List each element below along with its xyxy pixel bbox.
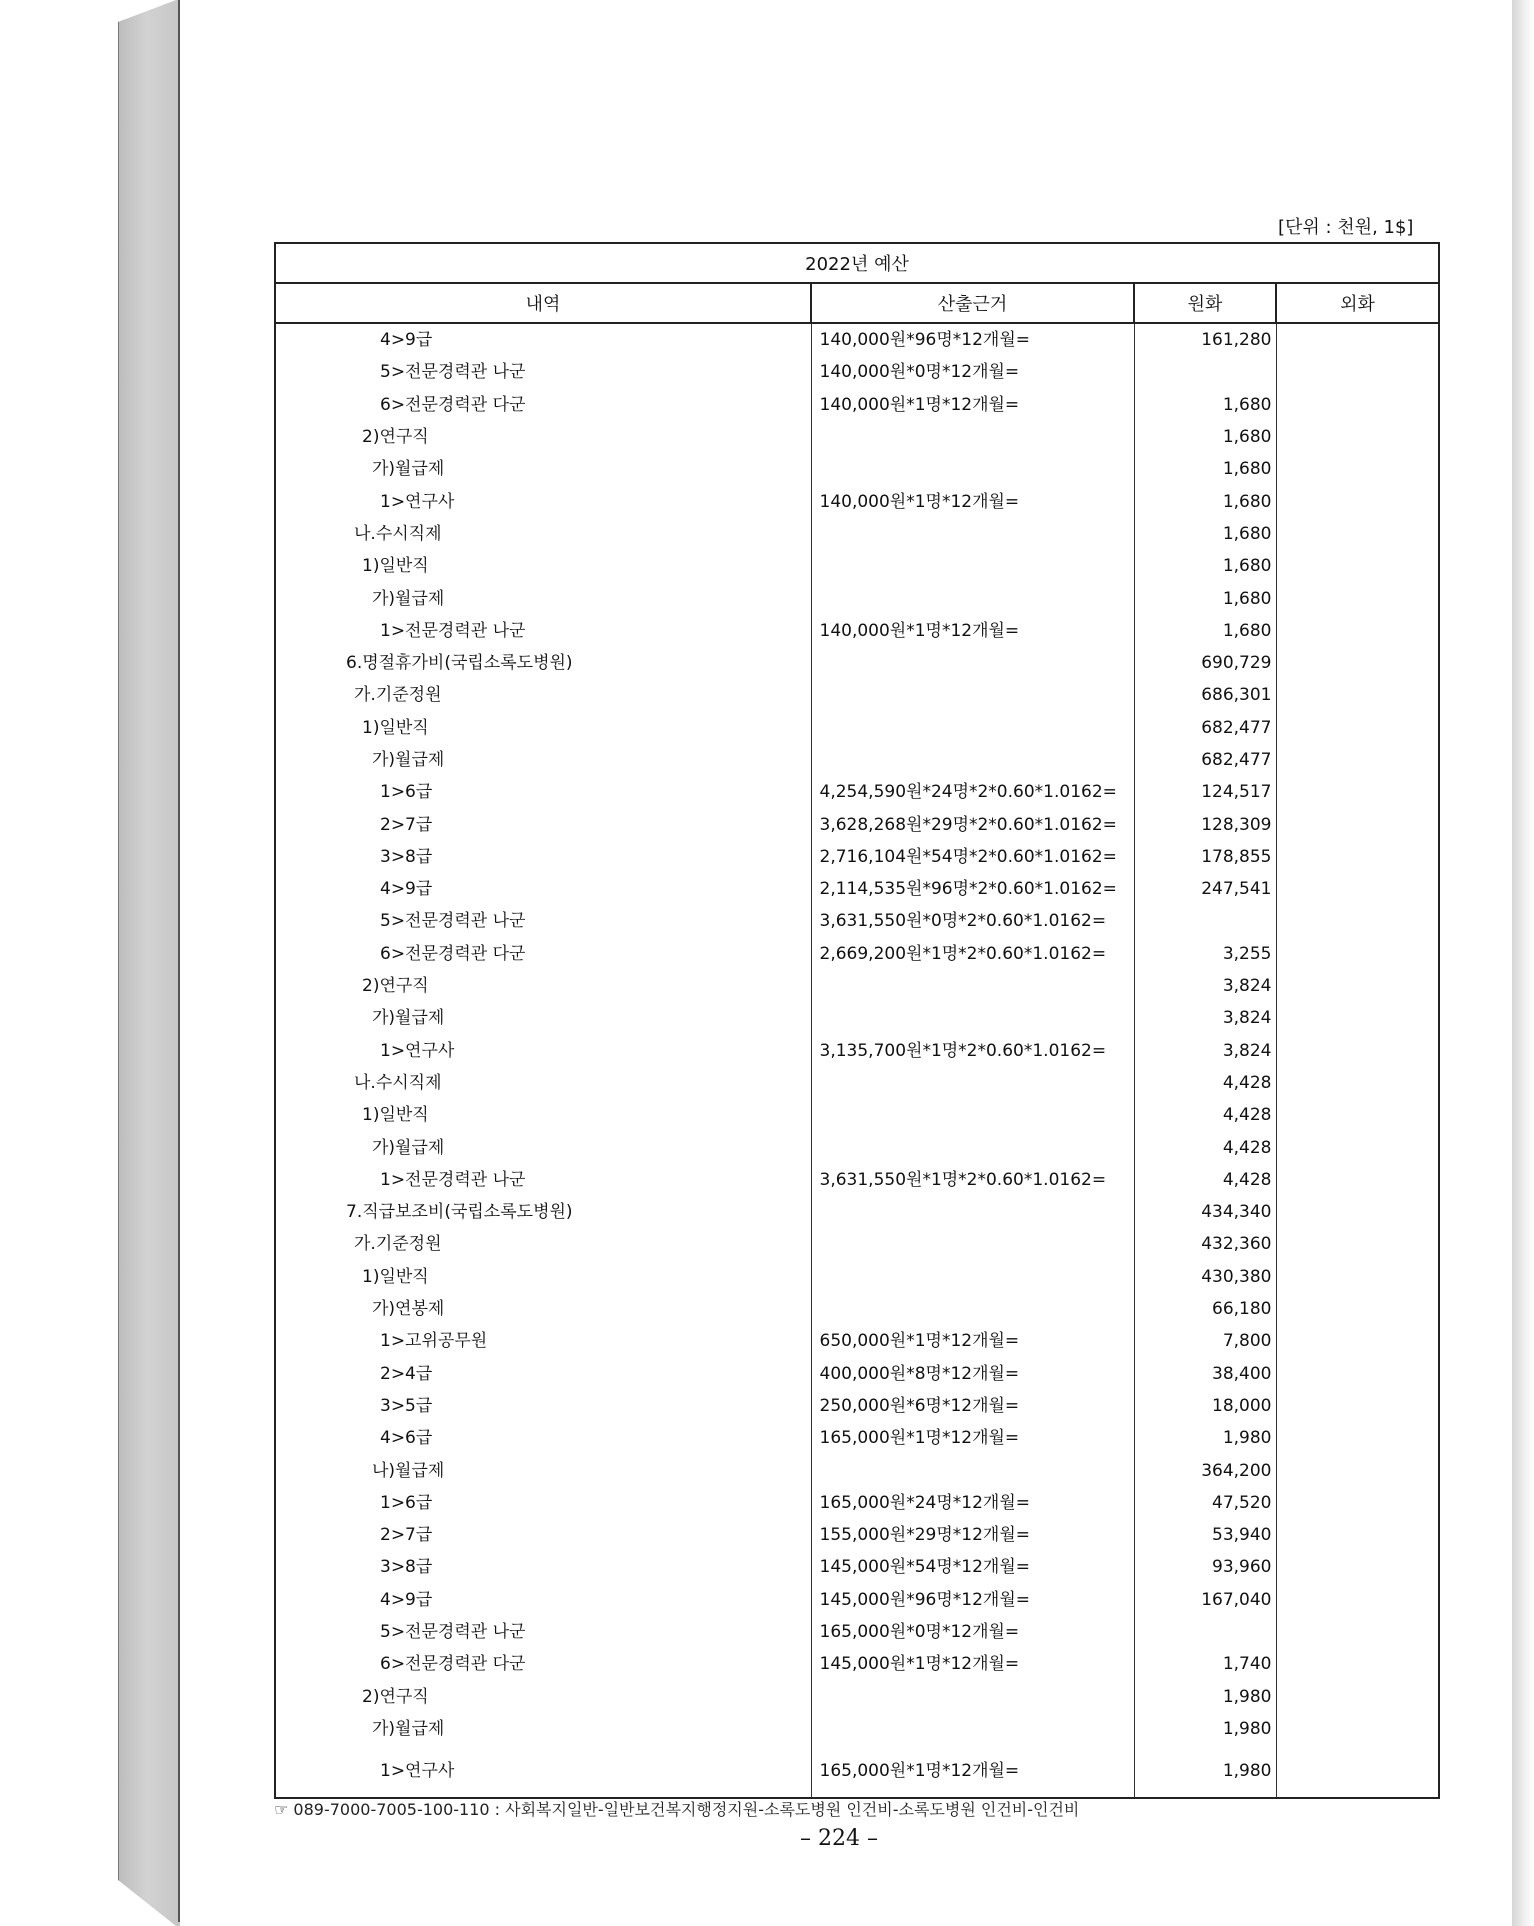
table-row [275, 970, 1439, 1002]
table-row [275, 938, 1439, 970]
row-basis [811, 679, 1134, 711]
table-row [275, 1745, 1439, 1798]
row-fx [1276, 1648, 1439, 1680]
table-row [275, 518, 1439, 550]
row-won: 1,980 [1134, 1745, 1276, 1798]
row-won: 93,960 [1134, 1551, 1276, 1583]
row-won: 690,729 [1134, 647, 1276, 679]
row-desc: 1>6급 [275, 776, 811, 808]
row-desc: 1>연구사 [275, 485, 811, 517]
row-won: 1,980 [1134, 1713, 1276, 1745]
row-basis: 2,114,535원*96명*2*0.60*1.0162= [811, 873, 1134, 905]
table-row [275, 744, 1439, 776]
table-row [275, 582, 1439, 614]
row-won: 434,340 [1134, 1196, 1276, 1228]
row-desc: 5>전문경력관 나군 [275, 1616, 811, 1648]
row-basis: 165,000원*0명*12개월= [811, 1616, 1134, 1648]
row-desc: 2)연구직 [275, 421, 811, 453]
row-desc: 1)일반직 [275, 1261, 811, 1293]
row-won: 1,680 [1134, 550, 1276, 582]
col-header-basis: 산출근거 [811, 283, 1134, 323]
row-basis [811, 1293, 1134, 1325]
table-row [275, 679, 1439, 711]
row-won: 4,428 [1134, 1067, 1276, 1099]
table-row [275, 1454, 1439, 1486]
row-basis [811, 1680, 1134, 1712]
row-basis: 140,000원*1명*12개월= [811, 615, 1134, 647]
row-basis [811, 1067, 1134, 1099]
row-desc: 가)월급제 [275, 1713, 811, 1745]
row-desc: 4>6급 [275, 1422, 811, 1454]
row-desc: 1>전문경력관 나군 [275, 615, 811, 647]
row-fx [1276, 776, 1439, 808]
row-desc: 1)일반직 [275, 1099, 811, 1131]
row-desc: 4>9급 [275, 323, 811, 356]
row-won: 7,800 [1134, 1325, 1276, 1357]
table-row [275, 1422, 1439, 1454]
row-desc: 6>전문경력관 다군 [275, 1648, 811, 1680]
table-row [275, 1390, 1439, 1422]
row-basis: 165,000원*1명*12개월= [811, 1745, 1134, 1798]
row-fx [1276, 615, 1439, 647]
row-won: 4,428 [1134, 1131, 1276, 1163]
col-header-fx: 외화 [1276, 283, 1439, 323]
row-fx [1276, 808, 1439, 840]
table-row [275, 1293, 1439, 1325]
row-basis [811, 1261, 1134, 1293]
row-fx [1276, 938, 1439, 970]
row-desc: 가)월급제 [275, 1002, 811, 1034]
row-basis: 165,000원*1명*12개월= [811, 1422, 1134, 1454]
row-desc: 4>9급 [275, 873, 811, 905]
row-desc: 나.수시직제 [275, 1067, 811, 1099]
row-won [1134, 905, 1276, 937]
page-edge-shadow [1512, 0, 1534, 1926]
row-won: 364,200 [1134, 1454, 1276, 1486]
row-won: 682,477 [1134, 744, 1276, 776]
row-desc: 가.기준정원 [275, 679, 811, 711]
row-fx [1276, 1551, 1439, 1583]
row-desc: 2>4급 [275, 1358, 811, 1390]
row-won: 432,360 [1134, 1228, 1276, 1260]
row-won: 161,280 [1134, 323, 1276, 356]
col-header-desc: 내역 [275, 283, 811, 323]
row-fx [1276, 1390, 1439, 1422]
row-basis [811, 582, 1134, 614]
table-row [275, 1164, 1439, 1196]
row-basis: 155,000원*29명*12개월= [811, 1519, 1134, 1551]
row-fx [1276, 1358, 1439, 1390]
row-fx [1276, 389, 1439, 421]
row-desc: 7.직급보조비(국립소록도병원) [275, 1196, 811, 1228]
table-row [275, 1325, 1439, 1357]
row-fx [1276, 1454, 1439, 1486]
row-fx [1276, 1196, 1439, 1228]
row-won: 1,680 [1134, 615, 1276, 647]
row-desc: 나.수시직제 [275, 518, 811, 550]
row-desc: 5>전문경력관 나군 [275, 356, 811, 388]
row-basis [811, 1196, 1134, 1228]
row-desc: 1)일반직 [275, 550, 811, 582]
row-fx [1276, 1616, 1439, 1648]
row-desc: 1>연구사 [275, 1745, 811, 1798]
row-won: 1,980 [1134, 1680, 1276, 1712]
row-basis: 250,000원*6명*12개월= [811, 1390, 1134, 1422]
row-fx [1276, 1680, 1439, 1712]
row-won [1134, 356, 1276, 388]
row-won: 128,309 [1134, 808, 1276, 840]
row-won: 430,380 [1134, 1261, 1276, 1293]
row-fx [1276, 873, 1439, 905]
row-fx [1276, 1067, 1439, 1099]
table-body [275, 323, 1439, 1798]
row-desc: 5>전문경력관 나군 [275, 905, 811, 937]
row-fx [1276, 712, 1439, 744]
row-desc: 2>7급 [275, 1519, 811, 1551]
col-header-won: 원화 [1134, 283, 1276, 323]
table-row [275, 550, 1439, 582]
row-won: 167,040 [1134, 1584, 1276, 1616]
row-won: 1,680 [1134, 389, 1276, 421]
row-won: 3,255 [1134, 938, 1276, 970]
row-desc: 가)연봉제 [275, 1293, 811, 1325]
row-fx [1276, 1035, 1439, 1067]
row-basis [811, 453, 1134, 485]
table-row [275, 1261, 1439, 1293]
row-desc: 6>전문경력관 다군 [275, 938, 811, 970]
row-basis [811, 550, 1134, 582]
row-basis [811, 1099, 1134, 1131]
row-won: 686,301 [1134, 679, 1276, 711]
budget-table [274, 242, 1440, 1799]
row-fx [1276, 647, 1439, 679]
row-fx [1276, 485, 1439, 517]
row-fx [1276, 518, 1439, 550]
row-basis: 2,716,104원*54명*2*0.60*1.0162= [811, 841, 1134, 873]
table-row [275, 905, 1439, 937]
row-basis: 140,000원*96명*12개월= [811, 323, 1134, 356]
row-basis: 3,628,268원*29명*2*0.60*1.0162= [811, 808, 1134, 840]
table-row [275, 841, 1439, 873]
book-spine [118, 0, 181, 1926]
row-won: 53,940 [1134, 1519, 1276, 1551]
row-fx [1276, 1131, 1439, 1163]
row-won: 1,680 [1134, 485, 1276, 517]
row-desc: 1>6급 [275, 1487, 811, 1519]
row-fx [1276, 1002, 1439, 1034]
row-desc: 1)일반직 [275, 712, 811, 744]
table-row [275, 1584, 1439, 1616]
row-fx [1276, 744, 1439, 776]
row-fx [1276, 1745, 1439, 1798]
table-row [275, 1067, 1439, 1099]
row-basis: 400,000원*8명*12개월= [811, 1358, 1134, 1390]
row-fx [1276, 1325, 1439, 1357]
row-won: 1,980 [1134, 1422, 1276, 1454]
row-fx [1276, 453, 1439, 485]
row-won: 124,517 [1134, 776, 1276, 808]
row-desc: 3>8급 [275, 841, 811, 873]
row-desc: 3>5급 [275, 1390, 811, 1422]
table-row [275, 1196, 1439, 1228]
row-won: 3,824 [1134, 1035, 1276, 1067]
row-won: 682,477 [1134, 712, 1276, 744]
row-won: 47,520 [1134, 1487, 1276, 1519]
row-basis [811, 1228, 1134, 1260]
table-row [275, 1648, 1439, 1680]
row-fx [1276, 841, 1439, 873]
row-won: 3,824 [1134, 970, 1276, 1002]
row-fx [1276, 323, 1439, 356]
row-desc: 1>연구사 [275, 1035, 811, 1067]
row-desc: 6>전문경력관 다군 [275, 389, 811, 421]
table-row [275, 776, 1439, 808]
row-fx [1276, 1422, 1439, 1454]
account-code-footnote: ☞ 089-7000-7005-100-110 : 사회복지일반-일반보건복지행정지원-소록도병원 인건비-소록도병원 인건비-인건비 [274, 1800, 1080, 1819]
table-row [275, 1616, 1439, 1648]
row-basis [811, 744, 1134, 776]
row-basis: 145,000원*96명*12개월= [811, 1584, 1134, 1616]
table-row [275, 1519, 1439, 1551]
row-fx [1276, 582, 1439, 614]
table-row [275, 485, 1439, 517]
row-desc: 6.명절휴가비(국립소록도병원) [275, 647, 811, 679]
row-fx [1276, 679, 1439, 711]
row-fx [1276, 970, 1439, 1002]
table-row [275, 1680, 1439, 1712]
row-fx [1276, 1487, 1439, 1519]
row-fx [1276, 1519, 1439, 1551]
table-row [275, 1002, 1439, 1034]
row-basis: 140,000원*1명*12개월= [811, 485, 1134, 517]
row-fx [1276, 1584, 1439, 1616]
table-row [275, 421, 1439, 453]
row-fx [1276, 1099, 1439, 1131]
row-fx [1276, 1164, 1439, 1196]
row-won: 4,428 [1134, 1099, 1276, 1131]
row-fx [1276, 550, 1439, 582]
unit-label: [단위 : 천원, 1$] [1278, 217, 1414, 238]
page-number: – 224 – [800, 1826, 878, 1851]
row-fx [1276, 1228, 1439, 1260]
table-row [275, 712, 1439, 744]
row-desc: 가)월급제 [275, 1131, 811, 1163]
table-row [275, 1035, 1439, 1067]
row-won: 38,400 [1134, 1358, 1276, 1390]
row-basis [811, 421, 1134, 453]
row-basis: 140,000원*1명*12개월= [811, 389, 1134, 421]
row-fx [1276, 905, 1439, 937]
row-basis [811, 970, 1134, 1002]
row-basis [811, 1454, 1134, 1486]
row-desc: 나)월급제 [275, 1454, 811, 1486]
row-won: 178,855 [1134, 841, 1276, 873]
row-desc: 2)연구직 [275, 1680, 811, 1712]
table-row [275, 389, 1439, 421]
table-row [275, 1358, 1439, 1390]
row-basis: 2,669,200원*1명*2*0.60*1.0162= [811, 938, 1134, 970]
row-basis: 3,631,550원*0명*2*0.60*1.0162= [811, 905, 1134, 937]
row-basis [811, 647, 1134, 679]
table-row [275, 808, 1439, 840]
row-basis: 165,000원*24명*12개월= [811, 1487, 1134, 1519]
row-basis [811, 1713, 1134, 1745]
table-row [275, 323, 1439, 356]
table-row [275, 1713, 1439, 1745]
table-row [275, 453, 1439, 485]
row-fx [1276, 1293, 1439, 1325]
row-desc: 가)월급제 [275, 582, 811, 614]
row-desc: 가)월급제 [275, 744, 811, 776]
row-desc: 3>8급 [275, 1551, 811, 1583]
table-row [275, 356, 1439, 388]
row-won: 1,740 [1134, 1648, 1276, 1680]
table-row [275, 1551, 1439, 1583]
row-basis [811, 712, 1134, 744]
row-won [1134, 1616, 1276, 1648]
row-won: 1,680 [1134, 421, 1276, 453]
row-fx [1276, 421, 1439, 453]
row-basis: 145,000원*54명*12개월= [811, 1551, 1134, 1583]
row-desc: 1>전문경력관 나군 [275, 1164, 811, 1196]
row-basis [811, 1002, 1134, 1034]
row-desc: 가)월급제 [275, 453, 811, 485]
table-row [275, 1228, 1439, 1260]
row-won: 18,000 [1134, 1390, 1276, 1422]
row-fx [1276, 1261, 1439, 1293]
row-won: 4,428 [1134, 1164, 1276, 1196]
row-desc: 1>고위공무원 [275, 1325, 811, 1357]
table-row [275, 873, 1439, 905]
row-desc: 2)연구직 [275, 970, 811, 1002]
row-won: 1,680 [1134, 453, 1276, 485]
row-basis [811, 1131, 1134, 1163]
row-basis: 3,631,550원*1명*2*0.60*1.0162= [811, 1164, 1134, 1196]
table-row [275, 1131, 1439, 1163]
row-basis: 3,135,700원*1명*2*0.60*1.0162= [811, 1035, 1134, 1067]
row-fx [1276, 1713, 1439, 1745]
row-won: 1,680 [1134, 582, 1276, 614]
year-header: 2022년 예산 [275, 243, 1439, 283]
row-won: 1,680 [1134, 518, 1276, 550]
row-won: 3,824 [1134, 1002, 1276, 1034]
row-desc: 가.기준정원 [275, 1228, 811, 1260]
table-row [275, 1487, 1439, 1519]
row-won: 66,180 [1134, 1293, 1276, 1325]
row-won: 247,541 [1134, 873, 1276, 905]
table-row [275, 1099, 1439, 1131]
row-basis: 4,254,590원*24명*2*0.60*1.0162= [811, 776, 1134, 808]
row-basis [811, 518, 1134, 550]
row-fx [1276, 356, 1439, 388]
table-row [275, 615, 1439, 647]
table-row [275, 647, 1439, 679]
row-desc: 2>7급 [275, 808, 811, 840]
row-basis: 145,000원*1명*12개월= [811, 1648, 1134, 1680]
row-basis: 140,000원*0명*12개월= [811, 356, 1134, 388]
row-desc: 4>9급 [275, 1584, 811, 1616]
row-basis: 650,000원*1명*12개월= [811, 1325, 1134, 1357]
